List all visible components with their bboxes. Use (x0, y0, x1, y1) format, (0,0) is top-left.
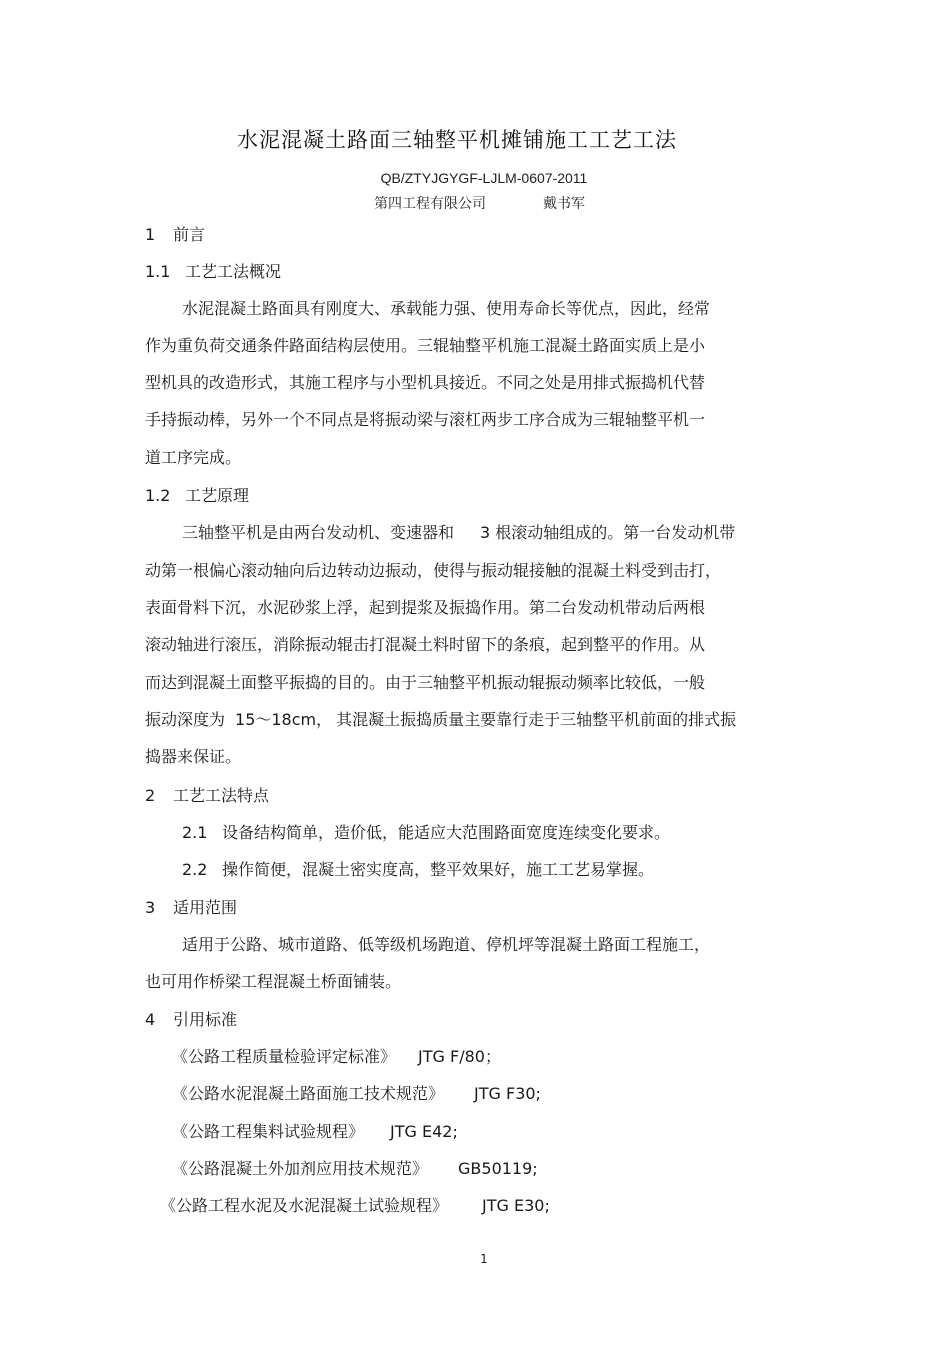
paragraph-line: 道工序完成。 (145, 448, 242, 467)
paragraph-line: 也可用作桥梁工程混凝土桥面铺装。 (145, 972, 402, 991)
standard-reference (172, 1084, 541, 1104)
section-heading-1-2 (145, 486, 249, 506)
text-run: 3 根滚动轴组成的。第一台发动机带 (480, 523, 736, 542)
section-number: 1.2 (145, 486, 171, 505)
section-title: 适用范围 (173, 898, 238, 917)
standard-name: 《公路工程质量检验评定标准》 (172, 1047, 397, 1066)
text-run: 其混凝土振捣质量主要靠行走于三轴整平机前面的排式振 (336, 710, 737, 729)
paragraph-line: 捣器来保证。 (145, 747, 242, 766)
item-number: 2.1 (182, 823, 208, 842)
section-heading-4 (145, 1010, 237, 1030)
section-heading-1-1 (145, 262, 281, 282)
text-run: 15～18cm， (235, 710, 333, 729)
author-name: 戴书军 (543, 196, 585, 212)
section-title: 引用标准 (173, 1010, 238, 1029)
section-heading-2 (145, 786, 269, 806)
section-heading-1 (145, 225, 205, 245)
standard-reference (172, 1159, 538, 1179)
section-title: 前言 (173, 225, 206, 244)
paragraph-line (182, 523, 735, 543)
paragraph-line: 适用于公路、城市道路、低等级机场跑道、停机坪等混凝土路面工程施工， (182, 935, 711, 954)
organization: 第四工程有限公司 (374, 196, 486, 212)
page-number: 1 (480, 1252, 488, 1266)
paragraph-line: 作为重负荷交通条件路面结构层使用。三辊轴整平机施工混凝土路面实质上是小 (145, 336, 706, 355)
standard-code: JTG E42; (390, 1122, 458, 1141)
section-title: 工艺工法概况 (185, 262, 282, 281)
item-text: 设备结构简单，造价低，能适应大范围路面宽度连续变化要求。 (222, 823, 671, 842)
paragraph-line: 动第一根偏心滚动轴向后边转动边振动，使得与振动辊接触的混凝土料受到击打， (145, 561, 722, 580)
section-number: 1 (145, 225, 156, 244)
paragraph-line: 水泥混凝土路面具有刚度大、承载能力强、使用寿命长等优点，因此，经常 (182, 299, 711, 318)
section-title: 工艺原理 (185, 486, 250, 505)
section-title: 工艺工法特点 (173, 786, 270, 805)
standard-name: 《公路工程水泥及水泥混凝土试验规程》 (160, 1196, 449, 1215)
standard-name: 《公路水泥混凝土路面施工技术规范》 (172, 1084, 445, 1103)
standard-reference (160, 1196, 550, 1216)
list-item (182, 860, 654, 880)
paragraph-line: 手持振动棒，另外一个不同点是将振动梁与滚杠两步工序合成为三辊轴整平机一 (145, 410, 706, 429)
section-heading-3 (145, 898, 237, 918)
item-number: 2.2 (182, 860, 208, 879)
standard-code: JTG E30; (482, 1196, 550, 1215)
section-number: 1.1 (145, 262, 171, 281)
paragraph-line (145, 710, 736, 730)
paragraph-line: 表面骨料下沉，水泥砂浆上浮，起到提浆及振捣作用。第二台发动机带动后两根 (145, 598, 706, 617)
standard-reference (172, 1122, 458, 1142)
document-title: 水泥混凝土路面三轴整平机摊铺施工工艺工法 (237, 128, 677, 152)
paragraph-line: 而达到混凝土面整平振捣的目的。由于三轴整平机振动辊振动频率比较低，一般 (145, 673, 706, 692)
section-number: 2 (145, 786, 156, 805)
standard-code: QB/ZTYJGYGF-LJLM-0607-2011 (380, 170, 588, 186)
section-number: 3 (145, 898, 156, 917)
standard-reference (172, 1047, 501, 1067)
text-run: 振动深度为 (145, 710, 226, 729)
standard-name: 《公路混凝土外加剂应用技术规范》 (172, 1159, 429, 1178)
item-text: 操作简便，混凝土密实度高，整平效果好，施工工艺易掌握。 (222, 860, 655, 879)
standard-code: GB50119; (458, 1159, 538, 1178)
list-item (182, 823, 670, 843)
standard-code: JTG F30; (474, 1084, 541, 1103)
section-number: 4 (145, 1010, 156, 1029)
standard-code: JTG F/80； (418, 1047, 501, 1066)
paragraph-line: 滚动轴进行滚压，消除振动辊击打混凝土料时留下的条痕，起到整平的作用。从 (145, 635, 706, 654)
standard-name: 《公路工程集料试验规程》 (172, 1122, 365, 1141)
paragraph-line: 型机具的改造形式，其施工程序与小型机具接近。不同之处是用排式振捣机代替 (145, 373, 706, 392)
text-run: 三轴整平机是由两台发动机、变速器和 (182, 523, 455, 542)
